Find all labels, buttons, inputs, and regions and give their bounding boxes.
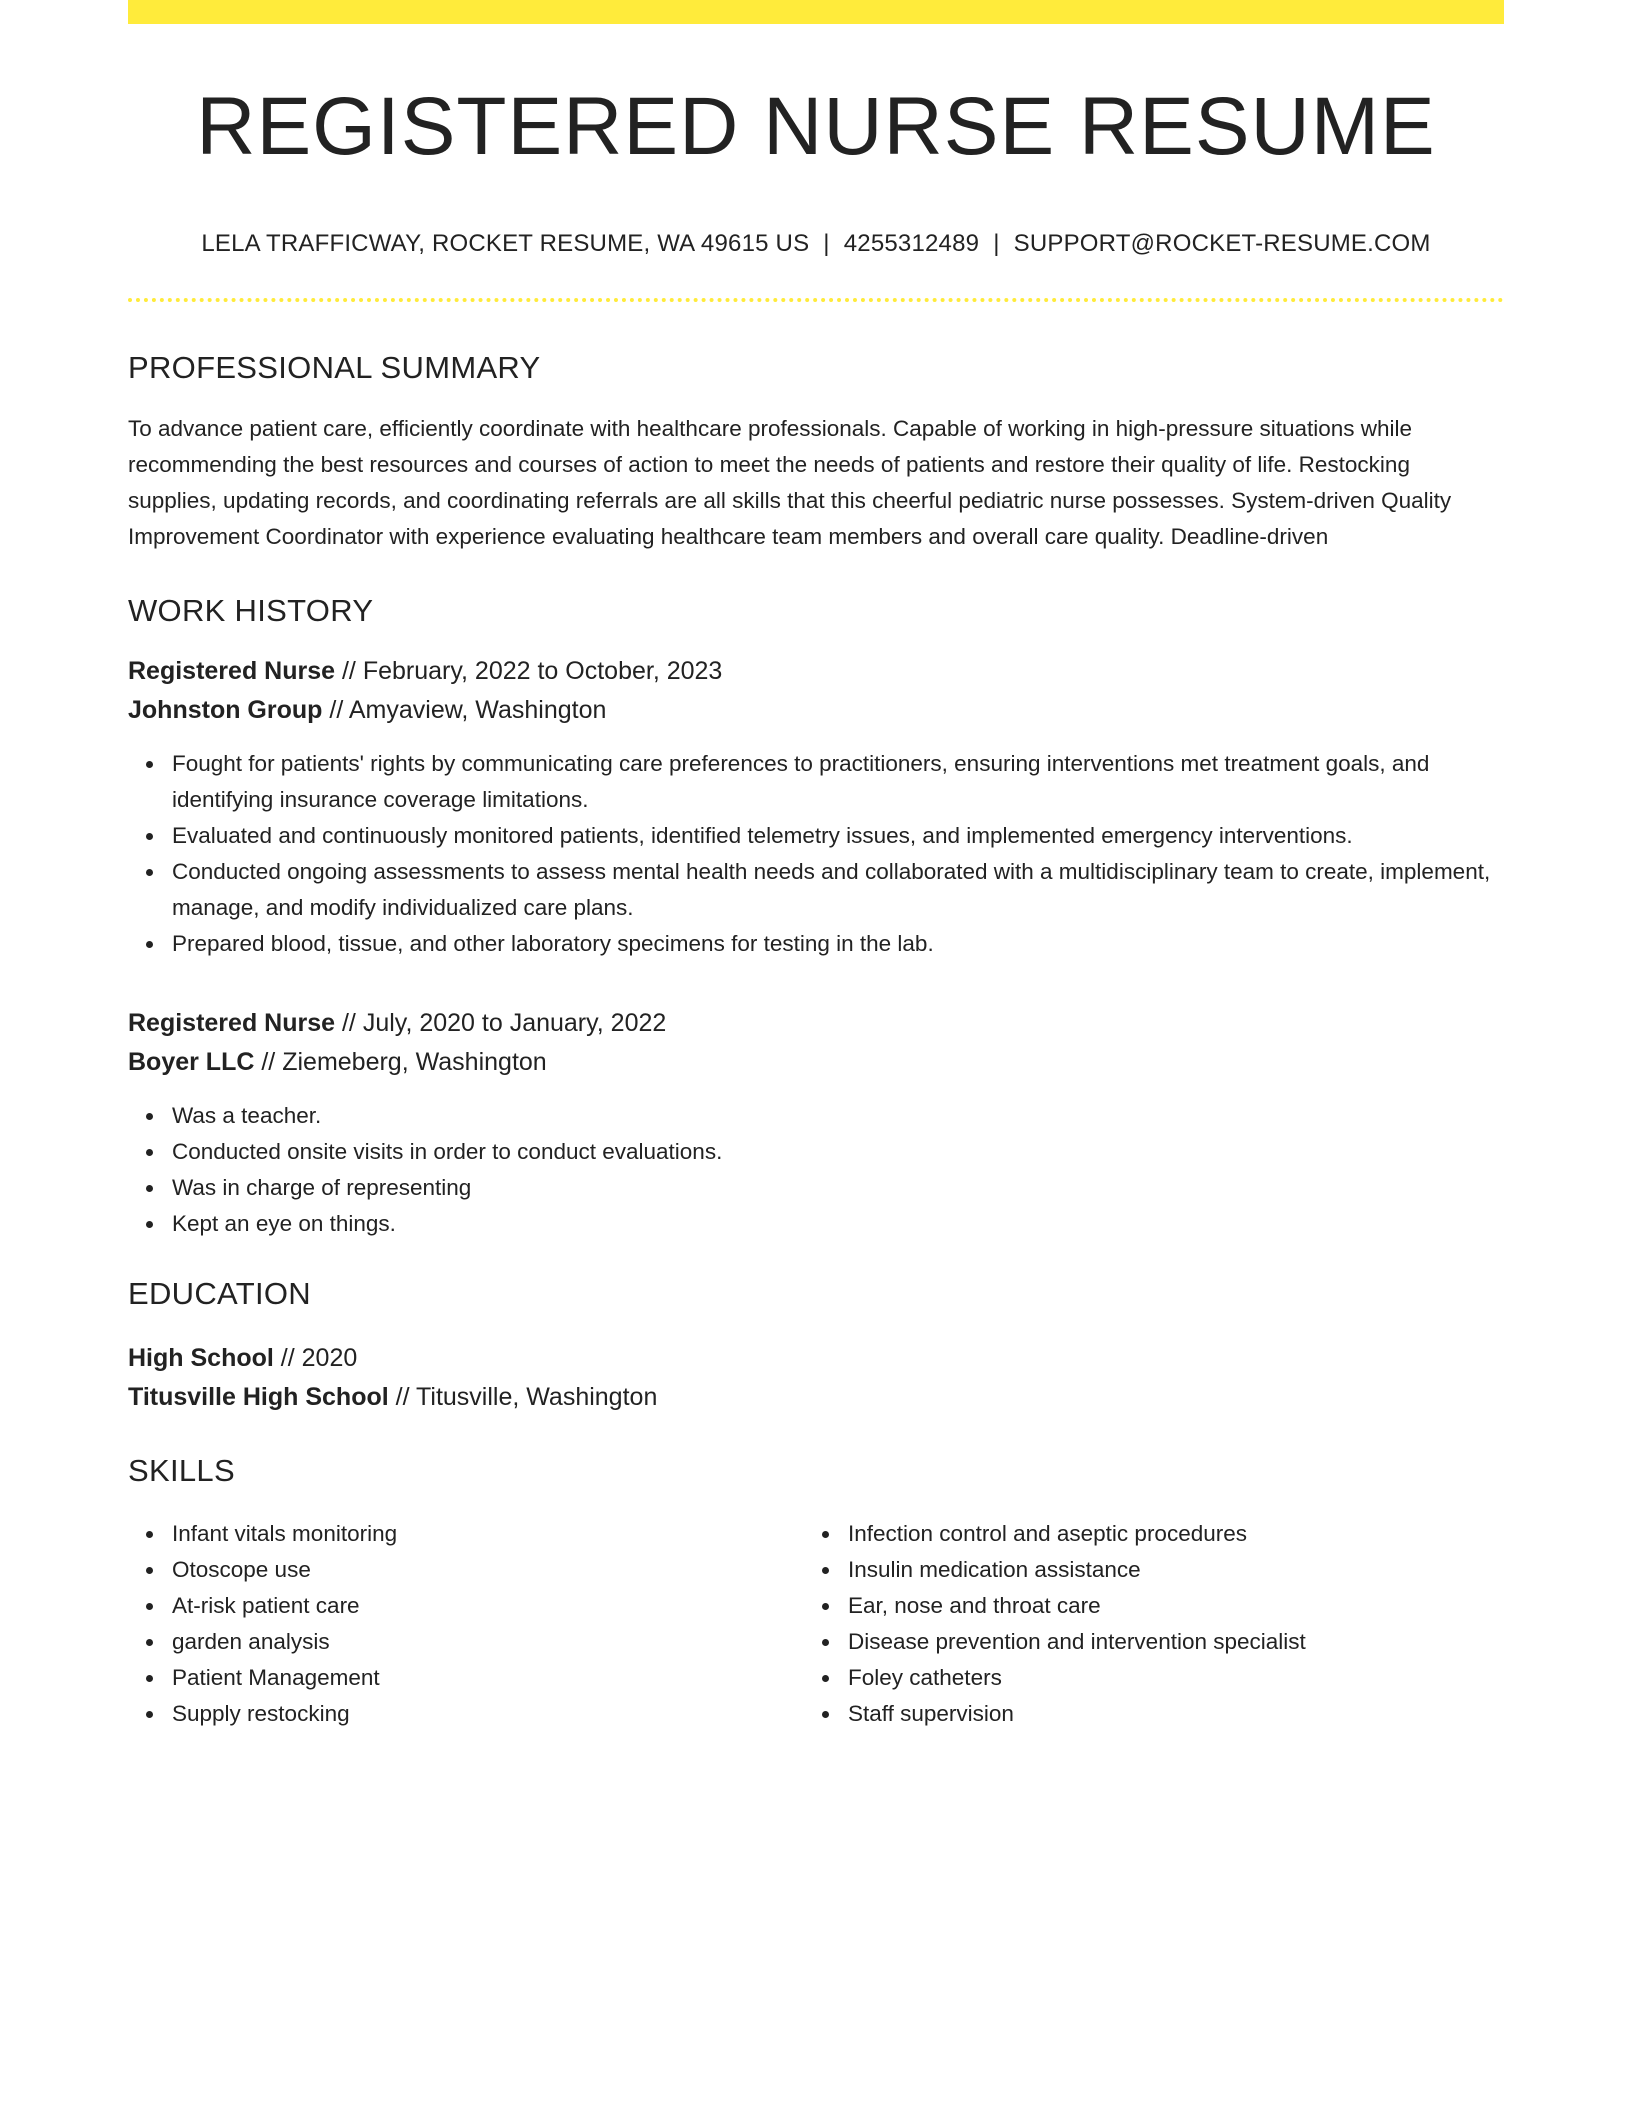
separator: // [341,1009,356,1037]
education-school: Titusville High School [128,1383,389,1411]
skills-column-right [804,1516,1480,1732]
summary-text: To advance patient care, efficiently coordinate with healthcare professionals. Capable of working in high-pressure situations while recommending the best resources and courses of action to meet the needs of patients and restore their quality of life. Restocking supplies, updating records, and coordinating referrals are all skills that this cheerful pediatric nurse possesses. System-driven Quality Improvement Coordinator with experience evaluating healthcare team members and overall care quality. Deadline-driven [128,416,1452,549]
job-dates: July, 2020 to January, 2022 [362,1009,667,1037]
job-title-line [128,652,1504,691]
job-location: Ziemeberg, Washington [282,1048,547,1076]
separator: // [261,1048,276,1076]
list-item: garden analysis [172,1624,804,1660]
job-entry [128,652,1504,962]
job-company: Boyer LLC [128,1048,255,1076]
job-location: Amyaview, Washington [348,696,607,724]
education-degree: High School [128,1344,274,1372]
separator: // [395,1383,410,1411]
list-item: Conducted onsite visits in order to conduct evaluations. [172,1134,1504,1170]
list-item: Evaluated and continuously monitored patients, identified telemetry issues, and implemented emergency interventions. [172,818,1504,854]
list-item: Fought for patients' rights by communicating care preferences to practitioners, ensuring interventions met treatment goals, and identifying insurance coverage limitations. [172,746,1504,818]
separator: // [280,1344,295,1372]
resume-page [128,0,1504,1732]
job-entry [128,1004,1504,1242]
skills-list [128,1516,804,1732]
job-company-line [128,1043,1504,1082]
list-item: Conducted ongoing assessments to assess mental health needs and collaborated with a multidisciplinary team to create, implement, manage, and modify individualized care plans. [172,854,1504,926]
job-title-line [128,1004,1504,1043]
job-company: Johnston Group [128,696,323,724]
list-item: Foley catheters [848,1660,1480,1696]
separator: // [341,657,356,685]
separator: | [823,230,830,257]
skills-heading: SKILLS [128,1453,235,1488]
list-item: Disease prevention and intervention specialist [848,1624,1480,1660]
list-item: At-risk patient care [172,1588,804,1624]
list-item: Was in charge of representing [172,1170,1504,1206]
address: LELA TRAFFICWAY, ROCKET RESUME, WA 49615 US [201,230,810,257]
list-item: Insulin medication assistance [848,1552,1480,1588]
job-title: Registered Nurse [128,657,336,685]
dotted-divider [128,298,1504,302]
contact-line [128,232,1504,256]
education-school-line [128,1378,1504,1417]
list-item: Supply restocking [172,1696,804,1732]
education-year: 2020 [301,1344,358,1372]
skills-list [804,1516,1480,1732]
list-item: Prepared blood, tissue, and other laboratory specimens for testing in the lab. [172,926,1504,962]
list-item: Infant vitals monitoring [172,1516,804,1552]
education-entry [128,1339,1504,1417]
skills-column-left [128,1516,804,1732]
list-item: Patient Management [172,1660,804,1696]
list-item: Infection control and aseptic procedures [848,1516,1480,1552]
job-bullets [128,746,1504,962]
education-location: Titusville, Washington [416,1383,658,1411]
email: SUPPORT@ROCKET-RESUME.COM [1013,230,1431,257]
phone: 4255312489 [843,230,980,257]
list-item: Was a teacher. [172,1098,1504,1134]
list-item: Otoscope use [172,1552,804,1588]
separator: // [329,696,344,724]
job-bullets [128,1098,1504,1242]
skills-grid [128,1516,1504,1732]
work-history-heading: WORK HISTORY [128,593,374,628]
job-title: Registered Nurse [128,1009,336,1037]
list-item: Ear, nose and throat care [848,1588,1480,1624]
separator: | [993,230,1000,257]
top-accent-bar [128,0,1504,24]
summary-heading: PROFESSIONAL SUMMARY [128,350,541,385]
list-item: Staff supervision [848,1696,1480,1732]
list-item: Kept an eye on things. [172,1206,1504,1242]
education-heading: EDUCATION [128,1276,311,1311]
education-degree-line [128,1339,1504,1378]
job-company-line [128,691,1504,730]
job-dates: February, 2022 to October, 2023 [362,657,723,685]
resume-title: REGISTERED NURSE RESUME [196,81,1436,172]
